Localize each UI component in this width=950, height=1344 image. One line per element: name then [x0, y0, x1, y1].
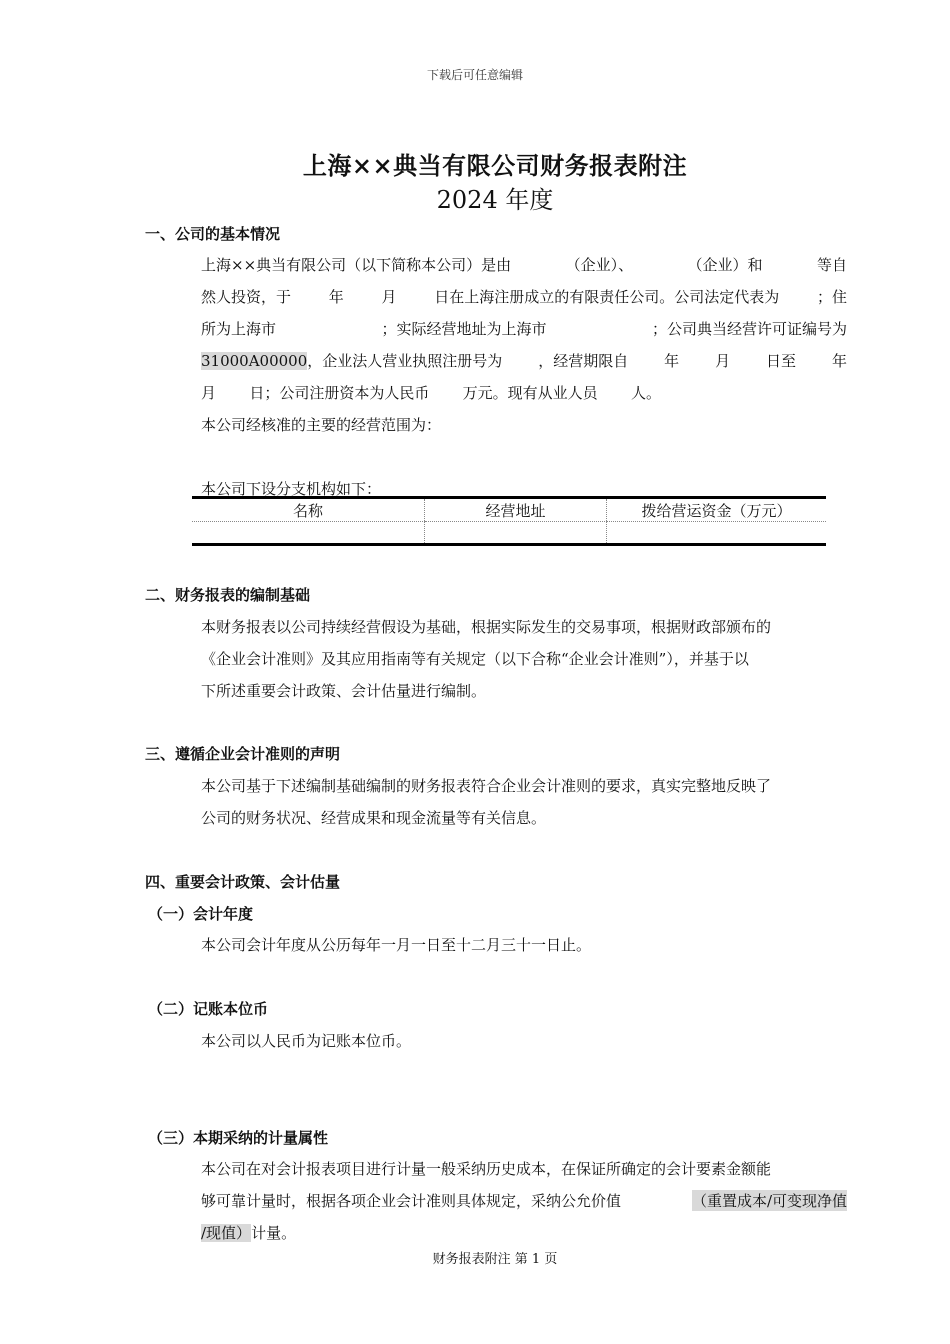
sec1-para1-line5: 月 日；公司注册资本为人民币 万元。现有从业人员 人。 — [201, 384, 661, 402]
column-header-capital: 拨给营运资金（万元） — [607, 498, 827, 522]
sec1-para1-line3: 所为上海市 ；实际经营地址为上海市 ；公司典当经营许可证编号为 — [201, 320, 847, 338]
subsection-3-line2: 够可靠计量时，根据各项企业会计准则具体规定，采纳公允价值 （重置成本/可变现净值 — [201, 1192, 847, 1210]
table-row — [192, 522, 826, 545]
subsection-3-line1: 本公司在对会计报表项目进行计量一般采纳历史成本，在保证所确定的会计要素金额能 — [201, 1160, 772, 1178]
measurement-options-highlight-cont: /现值） — [201, 1224, 252, 1242]
subsection-3-line3: /现值）计量。 — [201, 1224, 297, 1242]
subsection-2-text: 本公司以人民币为记账本位币。 — [201, 1032, 412, 1050]
sec2-line1: 本财务报表以公司持续经营假设为基础，根据实际发生的交易事项，根据财政部颁布的 — [201, 618, 772, 636]
document-title: 上海××典当有限公司财务报表附注 — [302, 151, 688, 180]
sec3-line1: 本公司基于下述编制基础编制的财务报表符合企业会计准则的要求，真实完整地反映了 — [201, 777, 772, 795]
sec1-para2: 本公司经核准的主要的经营范围为： — [201, 416, 442, 434]
section-1-heading: 一、公司的基本情况 — [145, 225, 281, 243]
subsection-1-heading: （一）会计年度 — [148, 905, 254, 923]
column-header-name: 名称 — [192, 498, 425, 522]
license-number: 31000A00000 — [201, 352, 308, 370]
sec1-para1-line2: 然人投资，于 年 月 日在上海注册成立的有限责任公司。公司法定代表为 ；住 — [201, 288, 847, 306]
sec1-para3: 本公司下设分支机构如下： — [201, 480, 382, 498]
subsection-3-heading: （三）本期采纳的计量属性 — [148, 1129, 329, 1147]
section-2-heading: 二、财务报表的编制基础 — [145, 586, 311, 604]
sec1-para1-line1: 上海××典当有限公司（以下简称本公司）是由 （企业）、 （企业）和 等自 — [201, 256, 847, 274]
table-cell — [607, 522, 827, 545]
sec1-para1-line4: 31000A00000，企业法人营业执照注册号为 ，经营期限自 年 月 日至 年 — [201, 352, 847, 370]
sec3-line2: 公司的财务状况、经营成果和现金流量等有关信息。 — [201, 809, 547, 827]
document-subtitle: 2024 年度 — [436, 186, 554, 214]
sec2-line2: 《企业会计准则》及其应用指南等有关规定（以下合称“企业会计准则”），并基于以 — [201, 650, 749, 668]
table-cell — [425, 522, 607, 545]
sec2-line3: 下所述重要会计政策、会计估量进行编制。 — [201, 682, 487, 700]
subsection-1-text: 本公司会计年度从公历每年一月一日至十二月三十一日止。 — [201, 936, 592, 954]
table-header-row — [192, 498, 826, 522]
page-header-note: 下载后可任意编辑 — [426, 68, 523, 82]
section-4-heading: 四、重要会计政策、会计估量 — [145, 873, 341, 891]
column-header-address: 经营地址 — [425, 498, 607, 522]
measurement-options-highlight: （重置成本/可变现净值 — [691, 1192, 847, 1210]
subsection-2-heading: （二）记账本位币 — [148, 1000, 269, 1018]
branch-table — [192, 496, 826, 546]
table-cell — [192, 522, 425, 545]
page-footer: 财务报表附注 第 1 页 — [432, 1252, 558, 1267]
section-3-heading: 三、遵循企业会计准则的声明 — [145, 745, 341, 763]
